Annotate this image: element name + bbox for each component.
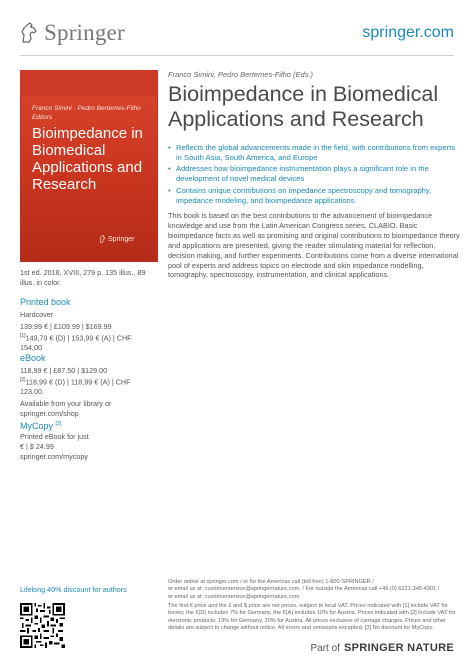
book-description: This book is based on the best contributions to the advancement of bioimpedance knowledge and use from the Latin American Congress series, CLABIO. Basic bioimpedance facts as well as promising and original contributions to bioimpedance theory and applications are presented, giving the reader stimulating material for reflection, decision making, and further experiments. Contributions come from a diverse international pool of experts and address topics on electrode and skin impedance modelling, tomography, spectroscopy, instrumentation, and clinical applications. — [168, 211, 460, 280]
book-cover — [20, 70, 158, 262]
ebook-heading: eBook — [20, 353, 46, 363]
cover-top-band — [20, 70, 158, 96]
highlight-item: • Contains unique contributions on impedance spectroscopy and tomography, impedance modeling, and bioimpedance applications — [168, 186, 460, 205]
cover-publisher-name: Springer — [108, 235, 135, 243]
book-title: Bioimpedance in Biomedical Applications and Research — [168, 82, 439, 131]
book-editors: Franco Simini, Pedro Bertemes-Filho (Eds.) — [168, 70, 314, 79]
printed-price-vat-text: 149,79 € (D) | 153,99 € (A) | CHF 154,00 — [20, 333, 132, 352]
springer-nature-logo: SPRINGER NATURE — [343, 642, 454, 654]
highlights-list — [168, 143, 460, 207]
ebook-price: 118,99 € | £87.50 | $129.00 — [20, 366, 108, 375]
mycopy-price: € | $ 24.99 — [20, 442, 54, 451]
ebook-price-footnote: [2] — [20, 377, 26, 383]
qr-code[interactable] — [20, 603, 65, 648]
highlight-item: • Addresses how bioimpedance instrumentation plays a significant role in the development of novel medical devices — [168, 164, 460, 183]
cover-horse-icon — [99, 235, 106, 243]
cover-editors-label: Editors — [32, 114, 53, 121]
part-of-springer-nature[interactable] — [311, 642, 455, 654]
order-line: Order online at springer.com / or for the Americas call (toll free) 1-800-SPRINGER / — [168, 579, 374, 585]
mycopy-footnote: [3] — [55, 421, 62, 427]
mycopy-line-1: Printed eBook for just — [20, 432, 89, 441]
printed-price-vat — [20, 332, 150, 352]
site-link[interactable]: springer.com — [362, 24, 454, 41]
printed-price-footnote: [1] — [20, 333, 26, 339]
highlight-item: • Reflects the global advancements made in the field, with contributions from experts in South Asia, South America, and Europe — [168, 143, 460, 162]
printed-format: Hardcover — [20, 310, 54, 319]
order-info — [168, 579, 458, 601]
header-divider — [20, 55, 454, 56]
printed-price: 139,99 € | £109.99 | $169.99 — [20, 322, 112, 331]
ebook-price-vat-text: 118,99 € (D) | 118,99 € (A) | CHF 123,00 — [20, 377, 131, 396]
order-line: or email us at: customerservice@springernature.com. — [168, 593, 301, 600]
springer-logo[interactable] — [20, 20, 125, 46]
mycopy-heading — [20, 420, 150, 432]
availability-text: Available from your library or — [20, 399, 112, 408]
printed-book-heading: Printed book — [20, 297, 71, 307]
ebook-price-vat — [20, 376, 150, 396]
cover-authors: Franco Simini · Pedro Bertemes-Filho — [32, 105, 141, 112]
cover-title: Bioimpedance in Biomedical Applications and Research — [32, 125, 143, 193]
author-discount-link[interactable]: Lifelong 40% discount for authors — [20, 585, 127, 594]
shop-link[interactable]: springer.com/shop — [20, 409, 79, 418]
price-disclaimer: The first € price and the £ and $ price are net prices, subject to local VAT. Prices indicated with [1] include VAT for books; the €(D) includes 7% for Germany, the €(A) includes 10% for Austria. Prices indicated with [2] include VAT for electronic products; 19% for Germany, 20% for Austria. All prices exclusive of carriage charges. Prices and other details are subject to change without notice. All errors and omissions excepted. [3] No discount for MyCopy. — [168, 603, 456, 631]
cover-publisher — [99, 235, 134, 243]
mycopy-heading-text: MyCopy — [20, 421, 54, 431]
mycopy-link[interactable]: springer.com/mycopy — [20, 452, 88, 461]
order-line: or email us at: customerservice@springernature.com. / For outside the Americas call +49 (0) 6221-345-4301 / — [168, 586, 440, 593]
edition-info: 1st ed. 2018, XVIII, 279 p. 135 illus., 89 illus. in color. — [20, 268, 146, 287]
part-of-label: Part of — [310, 643, 340, 654]
logo-text: Springer — [44, 20, 125, 45]
springer-horse-icon — [20, 22, 38, 44]
